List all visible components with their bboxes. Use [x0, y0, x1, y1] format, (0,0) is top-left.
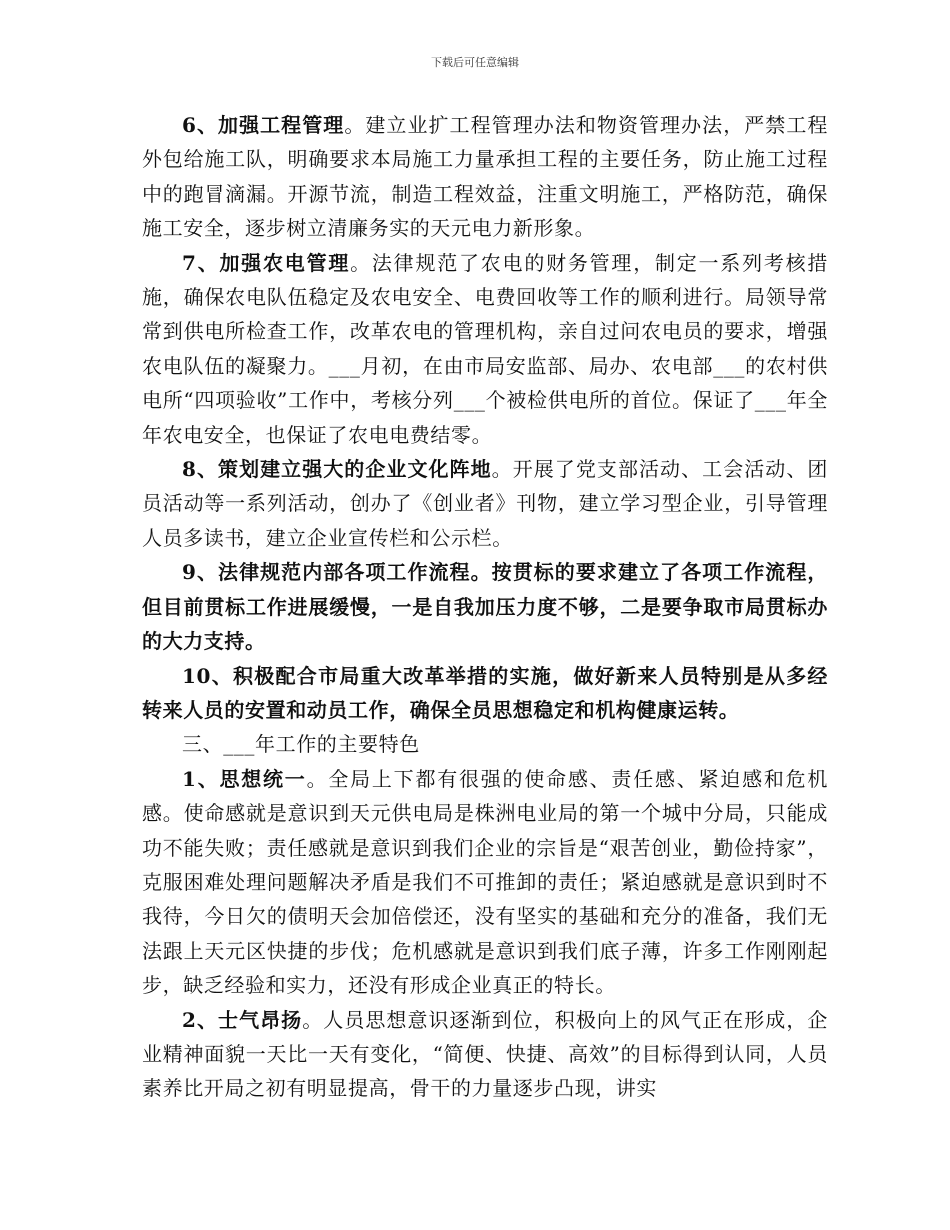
page-header: 下载后可任意编辑	[431, 56, 519, 69]
paragraph-heading: 10、积极配合市局重大改革举措的实施，做好新来人员特别是从多经转来人员的安置和动员工作，确保全员思想稳定和机构健康运转。	[142, 663, 828, 722]
paragraph-5	[142, 659, 828, 728]
paragraph-heading: 6、加强工程管理	[182, 113, 345, 137]
paragraph-text: 。人员思想意识逐渐到位，积极向上的风气正在形成，企业精神面貌一天比一天有变化，“简便、快捷、高效”的目标得到认同，人员素养比开局之初有明显提高，骨干的力量逐步凸现，讲实	[142, 1007, 828, 1101]
paragraph-heading: 8、策划建立强大的企业文化阵地	[182, 457, 492, 482]
paragraph-text: 。法律规范了农电的财务管理，制定一系列考核措施，确保农电队伍稳定及农电安全、电费回收等工作的顺利进行。局领导常常到供电所检查工作，改革农电的管理机构，亲自过问农电员的要求，增强农电队伍的凝聚力。___月初，在由市局安监部、局办、农电部___的农村供电所“四项验收”工作中，考核分列___个被检供电所的首位。保证了___年全年农电安全，也保证了农电电费结零。	[142, 250, 829, 447]
paragraph-text: 。全局上下都有很强的使命感、责任感、紧迫感和危机感。使命感就是意识到天元供电局是株洲电业局的第一个城中分局，只能成功不能失败；责任感就是意识到我们企业的宗旨是“艰苦创业，勤俭持家”，克服困难处理问题解决矛盾是我们不可推卸的责任；紧迫感就是意识到时不我待，今日欠的债明天会加倍偿还，没有坚实的基础和充分的准备，我们无法跟上天元区快捷的步伐；危机感就是意识到我们底子薄，许多工作刚刚起步，缺乏经验和实力，还没有形成企业真正的特长。	[142, 766, 828, 998]
paragraph-2	[142, 246, 828, 452]
paragraph-6	[142, 762, 828, 1003]
document-body	[142, 108, 828, 1106]
section-heading	[142, 727, 828, 761]
paragraph-3	[142, 452, 828, 555]
paragraph-heading: 7、加强农电管理	[182, 250, 351, 275]
paragraph-text: 。建立业扩工程管理办法和物资管理办法，严禁工程外包给施工队，明确要求本局施工力量承担工程的主要任务，防止施工过程中的跑冒滴漏。开源节流，制造工程效益，注重文明施工，严格防范，确保施工安全，逐步树立清廉务实的天元电力新形象。	[142, 113, 828, 241]
paragraph-heading: 1、思想统一	[182, 766, 307, 791]
paragraph-heading: 2、士气昂扬	[182, 1007, 303, 1032]
paragraph-heading: 9、法律规范内部各项工作流程。按贯标的要求建立了各项工作流程，但目前贯标工作进展缓慢，一是自我加压力度不够，二是要争取市局贯标办的大力支持。	[142, 560, 828, 654]
paragraph-7	[142, 1003, 828, 1106]
paragraph-text: 。开展了党支部活动、工会活动、团员活动等一系列活动，创办了《创业者》刊物，建立学习型企业，引导管理人员多读书，建立企业宣传栏和公示栏。	[142, 457, 828, 550]
paragraph-4	[142, 555, 828, 658]
paragraph-text: 三、___年工作的主要特色	[182, 732, 420, 757]
paragraph-1	[142, 108, 828, 246]
